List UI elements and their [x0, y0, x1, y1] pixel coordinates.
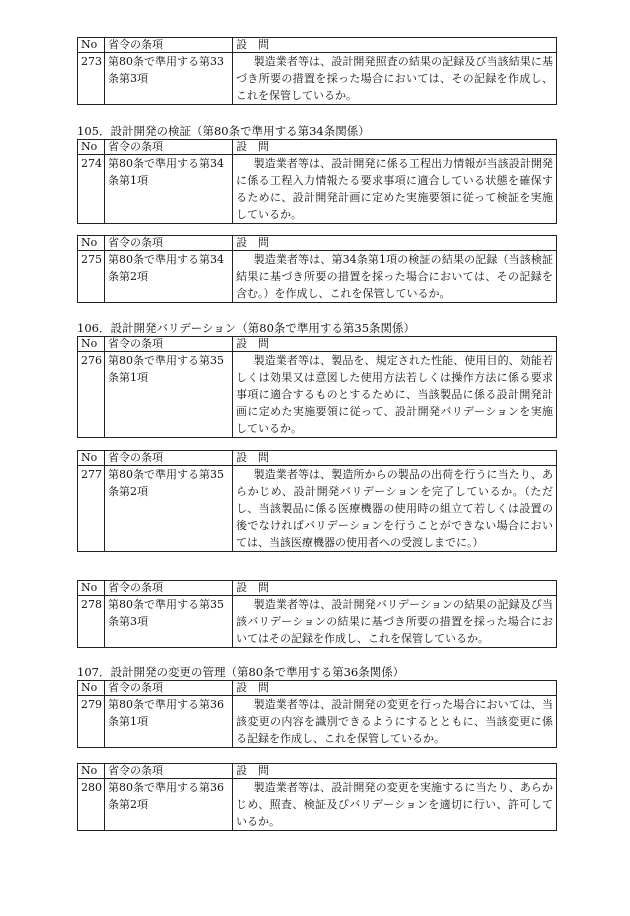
question-table-273	[77, 37, 556, 105]
item-article: 第80条で準用する第35条第1項	[105, 352, 233, 438]
item-question: 製造業者等は、設計開発の変更を行った場合においては、当該変更の内容を識別できるようにするとともに、当該変更に係る記録を作成し、これを保管しているか。	[233, 696, 557, 748]
table-row	[78, 53, 557, 105]
header-no: No	[78, 581, 105, 596]
section-heading-107: 107．設計開発の変更の管理（第80条で準用する第36条関係）	[77, 665, 405, 679]
table-row	[78, 155, 557, 224]
table-header-row	[78, 140, 557, 155]
item-number: 280	[78, 779, 105, 831]
item-question: 製造業者等は、設計開発に係る工程出力情報が当該設計開発に係る工程入力情報たる要求事項に適合している状態を確保するために、設計開発計画に定めた実施要領に従って検証を実施しているか。	[233, 155, 557, 224]
header-article: 省令の条項	[105, 236, 233, 251]
table-header-row	[78, 236, 557, 251]
item-number: 277	[78, 466, 105, 552]
table-row	[78, 352, 557, 438]
header-no: No	[78, 681, 105, 696]
header-no: No	[78, 236, 105, 251]
section-heading-106: 106．設計開発バリデーション（第80条で準用する第35条関係）	[77, 321, 416, 335]
header-question: 設 問	[233, 451, 557, 466]
table-row	[78, 779, 557, 831]
question-table-279	[77, 680, 556, 748]
item-number: 274	[78, 155, 105, 224]
header-article: 省令の条項	[105, 38, 233, 53]
header-article: 省令の条項	[105, 451, 233, 466]
table-header-row	[78, 581, 557, 596]
header-question: 設 問	[233, 38, 557, 53]
header-no: No	[78, 337, 105, 352]
table-header-row	[78, 337, 557, 352]
item-number: 273	[78, 53, 105, 105]
header-question: 設 問	[233, 681, 557, 696]
table-row	[78, 596, 557, 648]
item-article: 第80条で準用する第36条第2項	[105, 779, 233, 831]
item-number: 279	[78, 696, 105, 748]
question-table-276	[77, 336, 556, 438]
section-heading-105: 105．設計開発の検証（第80条で準用する第34条関係）	[77, 124, 370, 138]
item-article: 第80条で準用する第36条第1項	[105, 696, 233, 748]
item-question: 製造業者等は、設計開発の変更を実施するに当たり、あらかじめ、照査、検証及びバリデーションを適切に行い、許可しているか。	[233, 779, 557, 831]
item-question: 製造業者等は、設計開発バリデーションの結果の記録及び当該バリデーションの結果に基づき所要の措置を採った場合においてはその記録を作成し、これを保管しているか。	[233, 596, 557, 648]
header-question: 設 問	[233, 236, 557, 251]
question-table-278	[77, 580, 556, 648]
table-header-row	[78, 38, 557, 53]
question-table-275	[77, 235, 556, 303]
header-article: 省令の条項	[105, 581, 233, 596]
header-no: No	[78, 451, 105, 466]
item-question: 製造業者等は、設計開発照査の結果の記録及び当該結果に基づき所要の措置を採った場合においては、その記録を作成し、これを保管しているか。	[233, 53, 557, 105]
header-question: 設 問	[233, 140, 557, 155]
table-row	[78, 251, 557, 303]
table-row	[78, 696, 557, 748]
header-article: 省令の条項	[105, 337, 233, 352]
item-article: 第80条で準用する第34条第1項	[105, 155, 233, 224]
table-header-row	[78, 451, 557, 466]
item-number: 278	[78, 596, 105, 648]
item-article: 第80条で準用する第35条第3項	[105, 596, 233, 648]
item-question: 製造業者等は、製品を、規定された性能、使用目的、効能若しくは効果又は意図した使用方法若しくは操作方法に係る要求事項に適合するものとするために、当該製品に係る設計開発計画に定めた実施要領に従って、設計開発バリデーションを実施しているか。	[233, 352, 557, 438]
question-table-274	[77, 139, 556, 224]
header-no: No	[78, 140, 105, 155]
item-article: 第80条で準用する第34条第2項	[105, 251, 233, 303]
header-question: 設 問	[233, 764, 557, 779]
item-number: 276	[78, 352, 105, 438]
table-header-row	[78, 764, 557, 779]
question-table-277	[77, 450, 556, 552]
table-header-row	[78, 681, 557, 696]
item-question: 製造業者等は、製造所からの製品の出荷を行うに当たり、あらかじめ、設計開発バリデーションを完了しているか。（ただし、当該製品に係る医療機器の使用時の組立て若しくは設置の後でなければバリデーションを行うことができない場合においては、当該医療機器の使用者への受渡しまでに。）	[233, 466, 557, 552]
header-article: 省令の条項	[105, 140, 233, 155]
header-article: 省令の条項	[105, 764, 233, 779]
header-no: No	[78, 764, 105, 779]
header-no: No	[78, 38, 105, 53]
table-row	[78, 466, 557, 552]
item-article: 第80条で準用する第33条第3項	[105, 53, 233, 105]
header-article: 省令の条項	[105, 681, 233, 696]
item-number: 275	[78, 251, 105, 303]
item-question: 製造業者等は、第34条第1項の検証の結果の記録（当該検証結果に基づき所要の措置を採った場合においては、その記録を含む。）を作成し、これを保管しているか。	[233, 251, 557, 303]
item-article: 第80条で準用する第35条第2項	[105, 466, 233, 552]
header-question: 設 問	[233, 337, 557, 352]
header-question: 設 問	[233, 581, 557, 596]
question-table-280	[77, 763, 556, 831]
